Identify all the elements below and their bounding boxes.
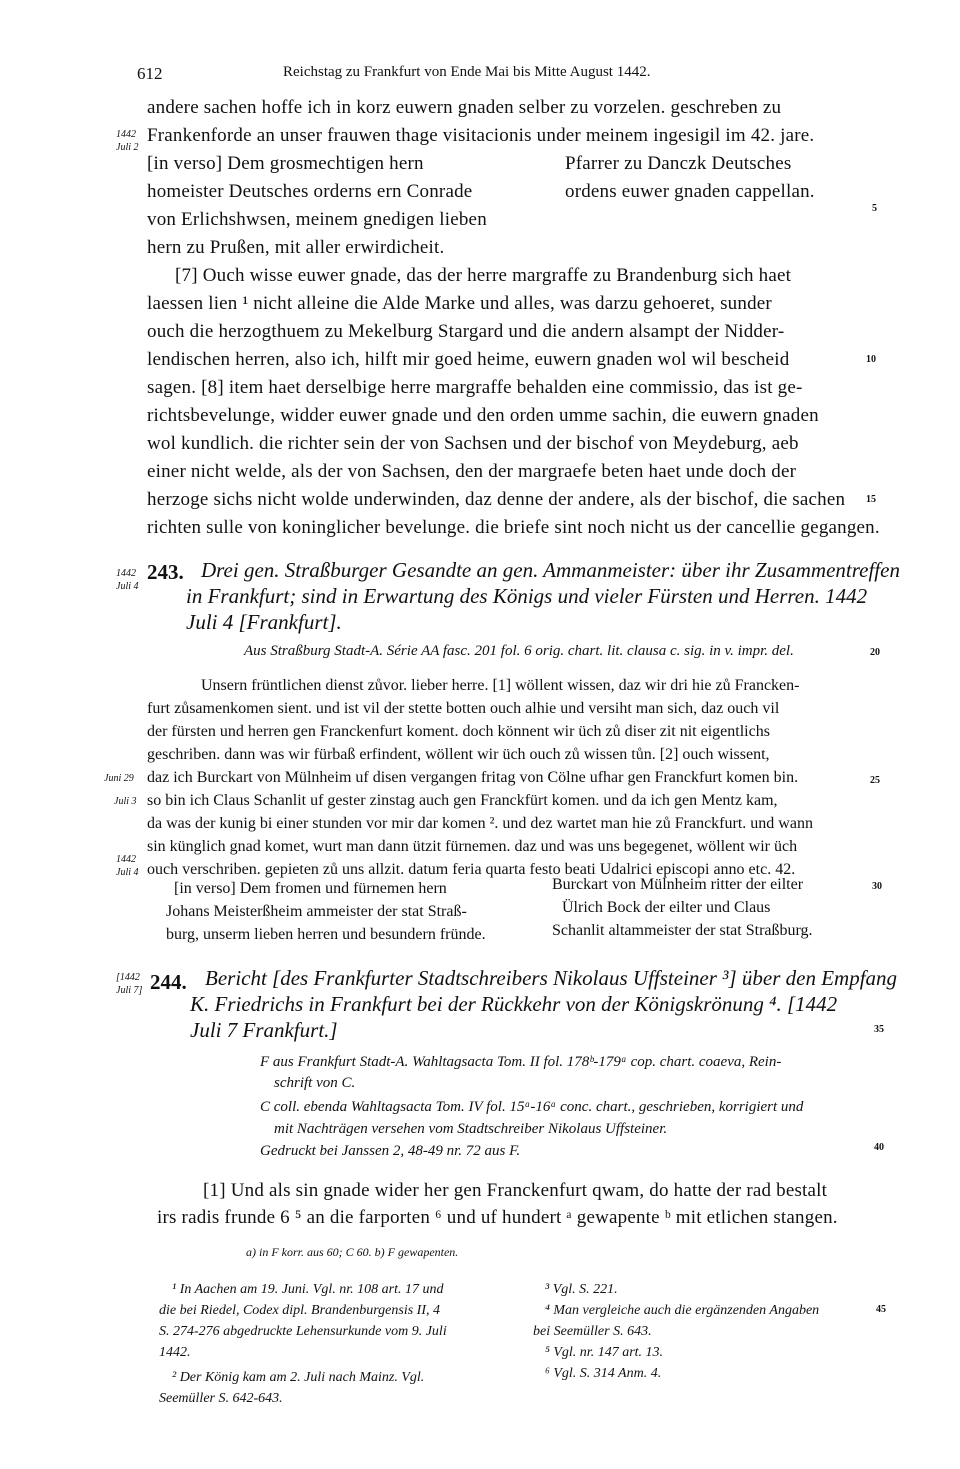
source-note: mit Nachträgen versehen vom Stadtschreiber Nikolaus Uffsteiner. [274,1121,668,1137]
document-title: Juli 4 [Frankfurt]. [186,610,342,634]
footnote-line: die bei Riedel, Codex dipl. Brandenburgensis II, 4 [159,1303,440,1318]
letter-line: geschriben. dann was wir fürbaß erfindent, wöllent wir üch ouch zů wissen tůn. [2] ouch wissent, [147,746,770,763]
para-line: lendischen herren, also ich, hilft mir goed heime, euwern gnaden wol wil bescheid [147,349,790,370]
line-number: 10 [866,354,876,365]
source-note: Gedruckt bei Janssen 2, 48-49 nr. 72 aus F. [260,1143,521,1159]
letter-line: so bin ich Claus Schanlit uf gester zinstag auch gen Franckfürt komen. und da ich gen Mentz kam, [147,792,778,809]
address-line: [in verso] Dem fromen und fürnemen hern [174,880,447,897]
intro-line: andere sachen hoffe ich in korz euwern gnaden selber zu vorzelen. geschreben zu [147,97,782,118]
line-number: 35 [874,1024,884,1035]
address-line: hern zu Prußen, mit aller erwirdicheit. [147,237,445,258]
para-line: sagen. [8] item haet derselbige herre margraffe behalden eine commissio, das ist ge- [147,377,803,398]
para-line: [7] Ouch wisse euwer gnade, das der herre margraffe zu Brandenburg sich haet [175,265,792,286]
address-line: Johans Meisterßheim ammeister der stat Straß- [166,903,467,920]
footnote-line: bei Seemüller S. 643. [533,1324,652,1339]
document-number: 243. [147,560,184,584]
source-note: C coll. ebenda Wahltagsacta Tom. IV fol. 15ᵃ-16ᵃ conc. chart., geschrieben, korrigiert und [260,1099,804,1115]
para-line: richtsbevelunge, widder euwer gnade und den orden umme sachin, die euwern gnaden [147,405,819,426]
footnote-line: ¹ In Aachen am 19. Juni. Vgl. nr. 108 art. 17 und [172,1282,444,1297]
para-line: laessen lien ¹ nicht alleine die Alde Marke und alles, was darzu gehoeret, sunder [147,293,772,314]
margin-date: Juli 3 [114,796,137,807]
margin-date: Juli 7] [116,985,143,996]
margin-date: 1442 [116,568,136,579]
line-number: 20 [870,647,880,658]
document-number: 244. [150,970,187,994]
address-line: [in verso] Dem grosmechtigen hern [147,153,424,174]
para-line: richten sulle von koninglicher bevelunge. die briefe sint noch nicht us der cancellie gegangen. [147,517,880,538]
footnote-line: Seemüller S. 642-643. [159,1391,283,1406]
critical-apparatus: a) in F korr. aus 60; C 60. b) F gewapenten. [246,1245,459,1259]
para-line: irs radis frunde 6 ⁵ an die farporten ⁶ und uf hundert ᵃ gewapente ᵇ mit etlichen stangen. [157,1207,838,1228]
line-number: 5 [872,203,877,214]
margin-date: Juni 29 [104,773,134,784]
source-note: schrift von C. [274,1075,356,1091]
para-line: wol kundlich. die richter sein der von Sachsen und der bischof von Meydeburg, aeb [147,433,799,454]
sender-line: Ülrich Bock der eilter und Claus [562,899,771,916]
margin-date: Juli 2 [116,142,139,153]
document-title: K. Friedrichs in Frankfurt bei der Rückkehr von der Königskrönung ⁴. [1442 [190,992,838,1016]
address-line: homeister Deutsches orderns ern Conrade [147,181,473,202]
address-line: von Erlichshwsen, meinem gnedigen lieben [147,209,487,230]
document-title: Drei gen. Straßburger Gesandte an gen. Ammanmeister: über ihr Zusammentreffen [201,558,900,582]
running-title: Reichstag zu Frankfurt von Ende Mai bis Mitte August 1442. [283,64,651,80]
footnote-line: 1442. [159,1345,191,1360]
document-title: Juli 7 Frankfurt.] [190,1018,338,1042]
footnote-line: ² Der König kam am 2. Juli nach Mainz. Vgl. [172,1370,425,1385]
letter-line: ouch verschriben. gepieten zů uns allzit. datum feria quarta festo beati Udalrici episcopi anno etc. 42. [147,861,796,878]
para-line: ouch die herzogthuem zu Mekelburg Stargard und die andern alsampt der Nidder- [147,321,785,342]
footnote-line: S. 274-276 abgedruckte Lehensurkunde vom 9. Juli [159,1324,447,1339]
para-line: einer nicht welde, als der von Sachsen, den der margraefe beten haet unde doch der [147,461,797,482]
para-line: herzoge sichs nicht wolde underwinden, daz denne der andere, als der bischof, die sachen [147,489,846,510]
footnote-line: ⁶ Vgl. S. 314 Anm. 4. [545,1366,662,1381]
letter-line: sin künglich gnad komet, wurt man dann ützit fürnemen. daz und was uns begegenet, wöllent wir üch [147,838,798,855]
letter-line: da was der kunig bi einer stunden vor mir dar komen ². und dez wartet man hie zů Franckfurt. und wann [147,815,813,832]
margin-date: 1442 [116,129,136,140]
footnote-line: ⁵ Vgl. nr. 147 art. 13. [545,1345,664,1360]
sender-line: ordens euwer gnaden cappellan. [565,181,815,202]
letter-line: daz ich Burckart von Mülnheim uf disen vergangen fritag von Cölne ufhar gen Franckfurt komen bin. [147,769,799,786]
source-note: Aus Straßburg Stadt-A. Série AA fasc. 201 fol. 6 orig. chart. lit. clausa c. sig. in v. impr. del. [244,643,794,659]
margin-date: [1442 [116,972,140,983]
line-number: 45 [876,1304,886,1315]
line-number: 30 [872,881,882,892]
para-line: [1] Und als sin gnade wider her gen Franckenfurt qwam, do hatte der rad bestalt [203,1180,828,1201]
letter-line: der fürsten und herren gen Franckenfurt koment. doch könnent wir üch zů diser zit nit eigentlichs [147,723,770,740]
document-title: in Frankfurt; sind in Erwartung des Königs und vieler Fürsten und Herren. 1442 [186,584,868,608]
page-number: 612 [137,64,163,83]
sender-line: Schanlit altammeister der stat Straßburg. [552,922,813,939]
sender-line: Burckart von Mülnheim ritter der eilter [552,876,804,893]
intro-line: Frankenforde an unser frauwen thage visitacionis under meinem ingesigil im 42. jare. [147,125,815,146]
line-number: 15 [866,494,876,505]
margin-date: Juli 4 [116,867,139,878]
source-note: F aus Frankfurt Stadt-A. Wahltagsacta Tom. II fol. 178ᵇ-179ᵃ cop. chart. coaeva, Rein- [260,1054,782,1070]
margin-date: Juli 4 [116,581,139,592]
line-number: 25 [870,775,880,786]
document-title: Bericht [des Frankfurter Stadtschreibers Nikolaus Uffsteiner ³] über den Empfang [205,966,898,990]
line-number: 40 [874,1142,884,1153]
margin-date: 1442 [116,854,136,865]
footnote-line: ³ Vgl. S. 221. [545,1282,618,1297]
address-line: burg, unserm lieben herren und besundern fründe. [166,926,486,943]
footnote-line: ⁴ Man vergleiche auch die ergänzenden Angaben [545,1303,820,1318]
letter-line: Unsern früntlichen dienst zůvor. lieber herre. [1] wöllent wissen, daz wir dri hie zů Francken- [201,677,800,694]
sender-line: Pfarrer zu Danczk Deutsches [565,153,792,174]
letter-line: furt zůsamenkomen sient. und ist vil der stette botten ouch alhie und versiht man sich, daz ouch vil [147,700,780,717]
